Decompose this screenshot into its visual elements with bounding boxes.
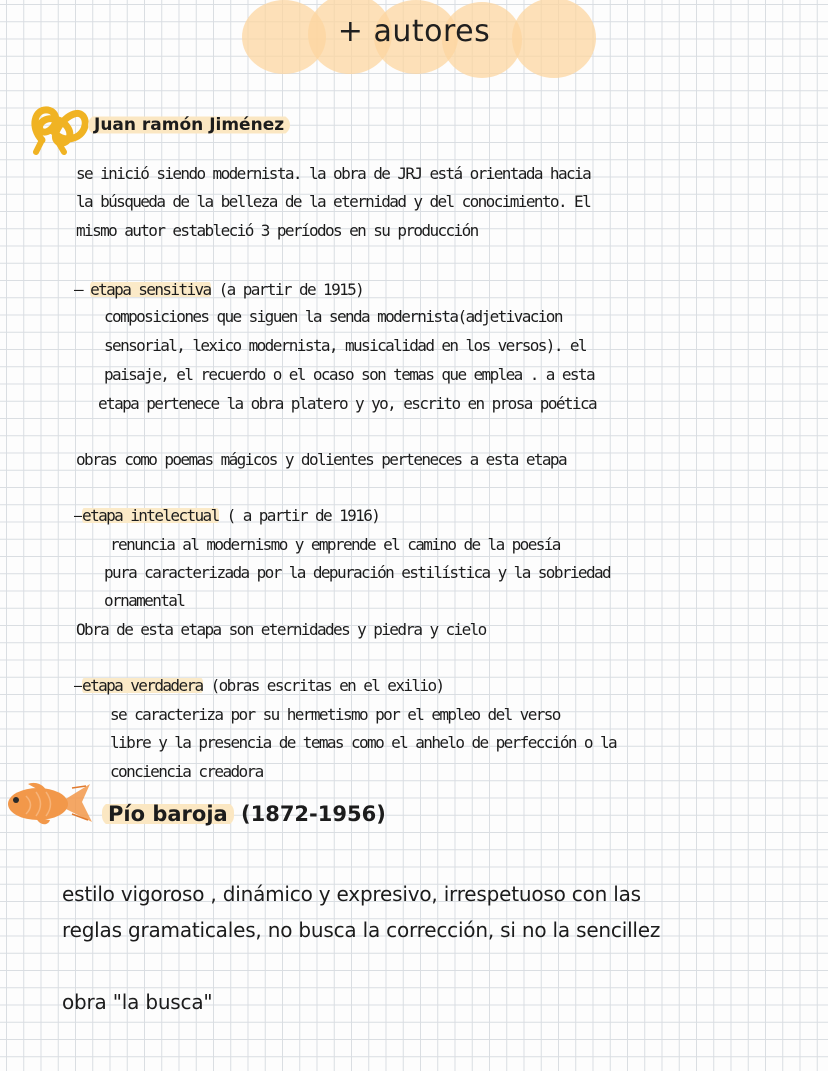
sensitiva-label: etapa sensitiva (90, 280, 211, 299)
intelectual-heading: –etapa intelectual ( a partir de 1916) (74, 506, 380, 525)
verdadera-line: libre y la presencia de temas como el anhelo de perfección o la (110, 733, 617, 752)
goldfish-icon (2, 778, 94, 830)
baroja-style-line: reglas gramaticales, no busca la corrección, si no la sencillez (62, 918, 661, 942)
jrj-intro-line: mismo autor estableció 3 períodos en su producción (76, 221, 478, 240)
intelectual-label: etapa intelectual (82, 506, 219, 525)
sensitiva-heading: – etapa sensitiva (a partir de 1915) (74, 280, 364, 299)
baroja-name: Pío baroja (102, 802, 234, 826)
sensitiva-line: composiciones que siguen la senda modernista(adjetivacion (104, 307, 562, 326)
jrj-intro-line: la búsqueda de la belleza de la eternidad y del conocimiento. El (76, 192, 591, 211)
verdadera-line: se caracteriza por su hermetismo por el empleo del verso (110, 705, 560, 724)
intelectual-line: renuncia al modernismo y emprende el camino de la poesía (110, 535, 560, 554)
intelectual-line: pura caracterizada por la depuración estilística y la sobriedad (104, 563, 611, 582)
baroja-heading: Pío baroja (1872-1956) (102, 802, 386, 826)
verdadera-line: conciencia creadora (110, 762, 263, 781)
jrj-heading: Juan ramón Jiménez (88, 115, 290, 135)
jrj-intro-line: se inició siendo modernista. la obra de JRJ está orientada hacia (76, 164, 591, 183)
sensitiva-works: obras como poemas mágicos y dolientes perteneces a esta etapa (76, 450, 567, 469)
baroja-work: obra "la busca" (62, 990, 213, 1014)
baroja-style-line: estilo vigoroso , dinámico y expresivo, irrespetuoso con las (62, 882, 641, 906)
page-title: + autores (337, 14, 491, 49)
verdadera-heading: –etapa verdadera (obras escritas en el exilio) (74, 676, 444, 695)
intelectual-works: Obra de esta etapa son eternidades y piedra y cielo (76, 620, 486, 639)
sensitiva-line: etapa pertenece la obra platero y yo, escrito en prosa poética (98, 394, 597, 413)
pretzel-icon (28, 98, 90, 156)
sensitiva-line: sensorial, lexico modernista, musicalidad en los versos). el (104, 336, 586, 355)
verdadera-label: etapa verdadera (82, 676, 203, 695)
sensitiva-line: paisaje, el recuerdo o el ocaso son temas que emplea . a esta (104, 365, 595, 384)
intelectual-line: ornamental (104, 591, 185, 610)
